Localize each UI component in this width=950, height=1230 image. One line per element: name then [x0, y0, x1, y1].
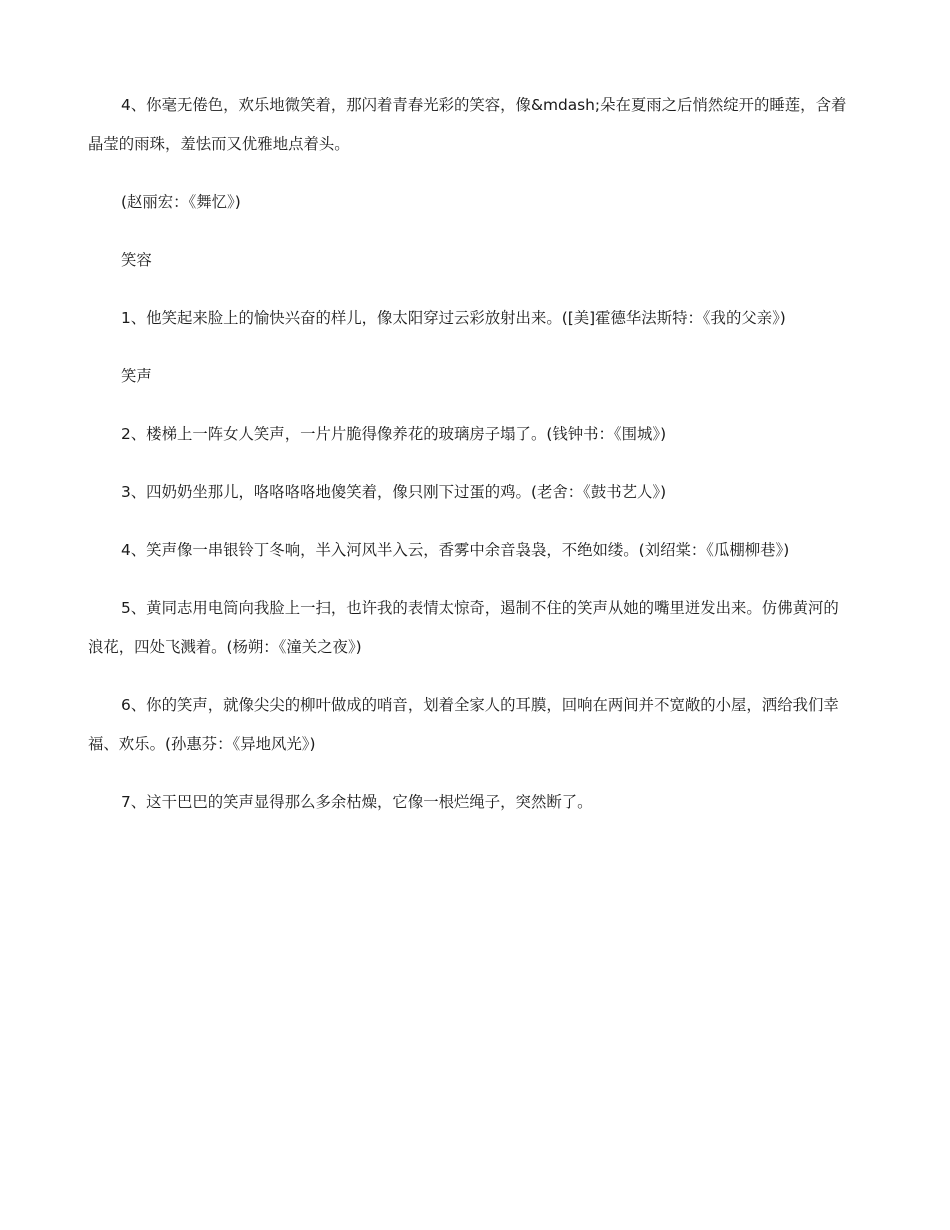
- paragraph-smile-4: 4、你毫无倦色，欢乐地微笑着，那闪着青春光彩的笑容，像&mdash;朵在夏雨之后悄然绽开的睡莲，含着晶莹的雨珠，羞怯而又优雅地点着头。: [88, 96, 847, 153]
- paragraph-laughter-7: 7、这干巴巴的笑声显得那么多余枯燥，它像一根烂绳子，突然断了。: [121, 793, 593, 811]
- paragraph-laughter-5: 5、黄同志用电筒向我脸上一扫，也许我的表情太惊奇，遏制不住的笑声从她的嘴里迸发出来。仿佛黄河的浪花，四处飞溅着。(杨朔：《潼关之夜》): [88, 599, 839, 656]
- paragraph-laughter-3: 3、四奶奶坐那儿，咯咯咯咯地傻笑着，像只刚下过蛋的鸡。(老舍：《鼓书艺人》): [121, 483, 667, 501]
- section-heading-smile: 笑容: [121, 251, 152, 269]
- section-heading-laughter: 笑声: [121, 367, 152, 385]
- citation-zhao-lihong: (赵丽宏：《舞忆》): [121, 193, 241, 211]
- paragraph-laughter-4: 4、笑声像一串银铃丁冬响，半入河风半入云，香雾中余音袅袅，不绝如缕。(刘绍棠：《瓜棚柳巷》): [121, 541, 790, 559]
- paragraph-laughter-2: 2、楼梯上一阵女人笑声，一片片脆得像养花的玻璃房子塌了。(钱钟书：《围城》): [121, 425, 667, 443]
- paragraph-smile-1: 1、他笑起来脸上的愉快兴奋的样儿，像太阳穿过云彩放射出来。([美]霍德华法斯特：《我的父亲》): [121, 309, 786, 327]
- document-body: [88, 86, 850, 841]
- paragraph-laughter-6: 6、你的笑声，就像尖尖的柳叶做成的哨音，划着全家人的耳膜，回响在两间并不宽敞的小屋，洒给我们幸福、欢乐。(孙惠芬：《异地风光》): [88, 696, 839, 753]
